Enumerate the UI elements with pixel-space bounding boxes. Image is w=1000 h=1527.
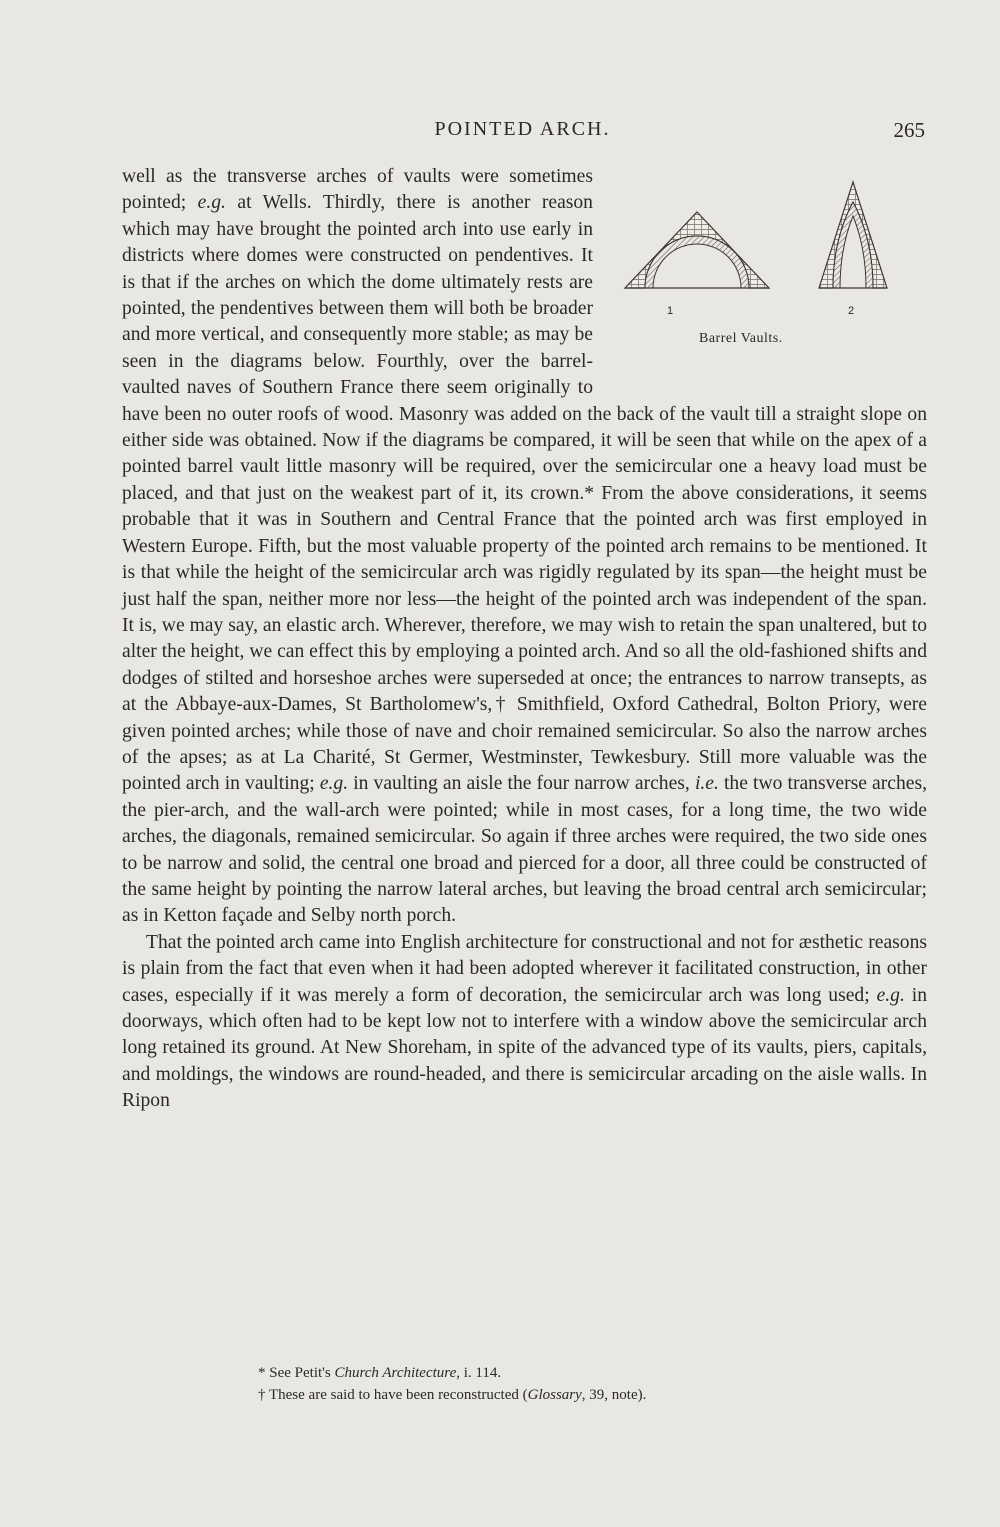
figure-caption: Barrel Vaults.	[699, 331, 783, 346]
italic-text: e.g.	[319, 773, 349, 795]
figure-label-2: 2	[848, 305, 855, 317]
text-run: at Wells. Thirdly, there is another reason which may have brought the pointed arch into use early in districts where domes were constructed on pendentives. It is that if the arches on which the dome ultimately rests are pointed, the pendentives between them will both be broader and more vertical, and consequently more stable; as may be seen in the diagrams below. Fourthly, over the barrel-vaulted naves of Southern France there seem originally to have been no outer roofs of wood. Masonry was added on the back of the vault till a straight slope on either side was obtained. Now if the diagrams be compared, it will be seen that while on the apex of a pointed barrel vault little masonry will be required, over the semicircular one a heavy load must be placed, and that just on the weakest part of it, its crown.* From the above considerations, it seems probable that it was in Southern and Central France that the pointed arch was first employed in Western Europe. Fifth, but the most valuable property of the pointed arch remains to be mentioned. It is that while the height of the semicircular arch was rigidly regulated by its span—the height must be just half the span, neither more nor less—the height of the pointed arch was independent of the span. It is, we may say, an elastic arch. Wherever, therefore, we may wish to retain the span unaltered, but to alter the height, we can effect this by employing a pointed arch. And so all the old-fashioned shifts and dodges of stilted and horseshoe arches were superseded at once; the entrances to narrow transepts, as at the Abbaye-aux-Dames, St Bartholomew's,† Smithfield, Oxford Cathedral, Bolton Priory, were given pointed arches; while those of nave and choir remained semicircular. So also the narrow arches of the apses; as at La Charité, St Germer, Westminster, Tewkesbury. Still more valuable was the pointed arch in vaulting;	[122, 192, 927, 795]
italic-text: e.g.	[197, 192, 226, 214]
running-title: POINTED ARCH.	[434, 118, 611, 140]
semicircular-vault-diagram	[625, 212, 769, 288]
body-text	[122, 164, 927, 1115]
paragraph	[122, 930, 927, 1115]
page-number: 265	[893, 118, 925, 142]
figure-label-1: 1	[667, 305, 674, 317]
italic-text: Glossary	[527, 1387, 582, 1403]
barrel-vaults-figure	[607, 164, 935, 376]
text-run: well as the transverse arches of vaults were sometimes pointed;	[122, 166, 593, 214]
text-run: * See Petit's	[258, 1365, 335, 1381]
text-run: † These are said to have been reconstructed (	[258, 1387, 528, 1403]
italic-text: e.g.	[876, 984, 905, 1006]
text-run: in vaulting an aisle the four narrow arches,	[348, 773, 695, 795]
text-run: , i. 114.	[456, 1365, 502, 1381]
footnote	[258, 1362, 878, 1384]
footnotes	[258, 1362, 878, 1406]
italic-text: i.e.	[694, 773, 719, 795]
pointed-vault-diagram	[819, 182, 887, 288]
paragraph	[122, 164, 927, 930]
text-run: the two transverse arches, the pier-arch, and the wall-arch were pointed; while in most cases, for a long time, the two wide arches, the diagonals, remained semicircular. So again if three arches were required, the two side ones to be narrow and solid, the central one broad and pierced for a door, all three could be constructed of the same height by pointing the narrow lateral arches, but leaving the broad central arch semicircular; as in Ketton façade and Selby north porch.	[122, 773, 927, 927]
text-run: in doorways, which often had to be kept low not to interfere with a window above the semicircular arch long retained its ground. At New Shoreham, in spite of the advanced type of its vaults, piers, capitals, and moldings, the windows are round-headed, and there is semicircular arcading on the aisle walls. In Ripon	[122, 984, 928, 1112]
text-run: , 39, note).	[581, 1387, 647, 1403]
italic-text: Church Architecture	[334, 1365, 457, 1381]
text-run: That the pointed arch came into English architecture for constructional and not for æsthetic reasons is plain from the fact that even when it had been adopted wherever it facilitated construction, in other cases, especially if it was merely a form of decoration, the semicircular arch was long used;	[122, 931, 927, 1006]
running-head	[120, 118, 925, 148]
footnote	[258, 1384, 878, 1406]
